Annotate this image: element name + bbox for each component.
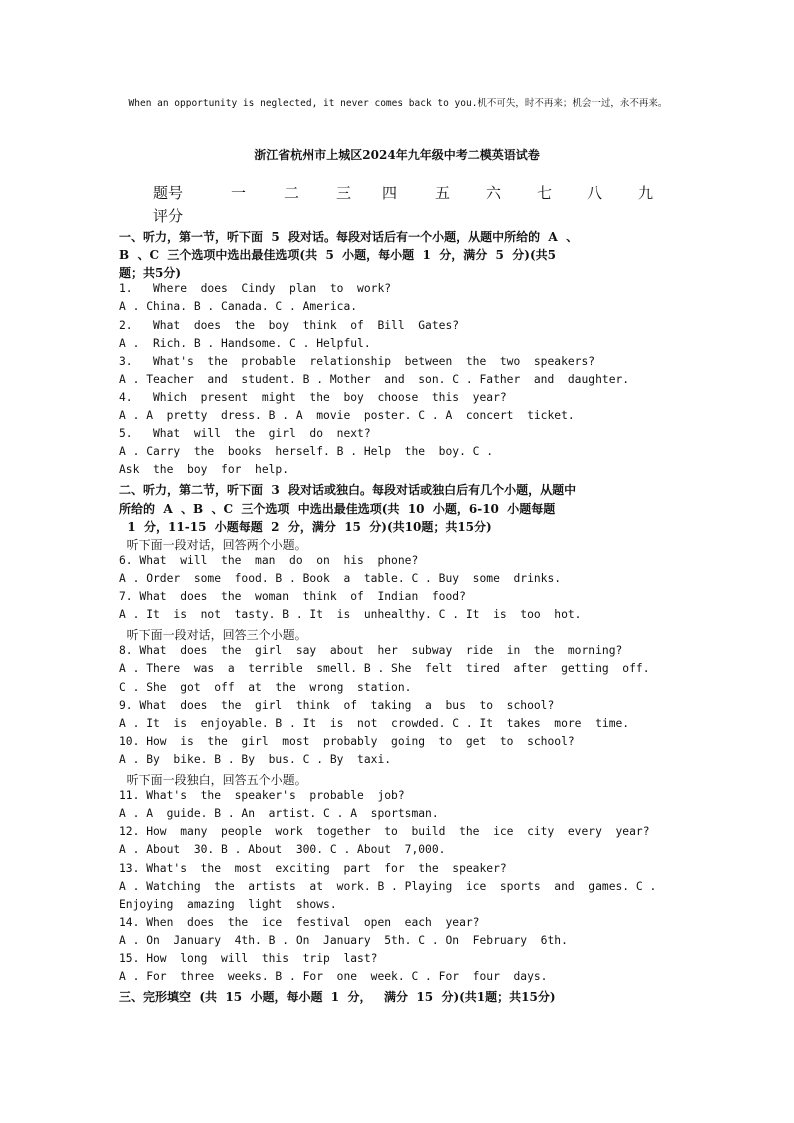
listening-instruction: 听下面一段对话，回答三个小题。 bbox=[119, 628, 307, 643]
score-col-5: 五 bbox=[435, 184, 451, 202]
score-col-4: 四 bbox=[382, 184, 398, 202]
question-line: 12. How many people work together to build the ice city every year? bbox=[119, 825, 650, 839]
question-line: 1. Where does Cindy plan to work? bbox=[119, 282, 392, 296]
question-line: 13. What's the most exciting part for the speaker? bbox=[119, 861, 507, 875]
question-line: 6. What will the man do on his phone? bbox=[119, 553, 419, 567]
section-heading: 1 分，11-15 小题每题 2 分，满分 15 分)(共10题；共15分) bbox=[119, 519, 492, 534]
question-line: 11. What's the speaker's probable job? bbox=[119, 789, 405, 803]
listening-instruction: 听下面一段独白，回答五个小题。 bbox=[119, 773, 307, 787]
question-line: Ask the boy for help. bbox=[119, 463, 290, 477]
question-line: A . Teacher and student. B . Mother and son. C . Father and daughter. bbox=[119, 372, 630, 386]
question-line: A . A pretty dress. B . A movie poster. C . A concert ticket. bbox=[119, 409, 575, 422]
score-col-6: 六 bbox=[486, 184, 502, 202]
score-col-8: 八 bbox=[587, 184, 603, 202]
page-title: 浙江省杭州市上城区2024年九年级中考二模英语试卷 bbox=[254, 148, 540, 162]
score-label-number: 题号 bbox=[153, 184, 184, 202]
section-heading: 题；共5分) bbox=[119, 266, 182, 281]
question-line: A . A guide. B . An artist. C . A sportsman. bbox=[119, 807, 439, 821]
question-line: 14. When does the ice festival open each year? bbox=[119, 915, 480, 929]
question-line: 7. What does the woman think of Indian food? bbox=[119, 590, 466, 603]
question-line: 4. Which present might the boy choose this year? bbox=[119, 390, 507, 404]
section-heading: 二、听力，第二节，听下面 3 段对话或独白。每段对话或独白后有几个小题，从题中 bbox=[119, 483, 577, 498]
question-line: 8. What does the girl say about her subway ride in the morning? bbox=[119, 644, 623, 658]
question-line: Enjoying amazing light shows. bbox=[119, 897, 337, 911]
header-quote: When an opportunity is neglected, it never comes back to you.机不可失，时不再来；机会一过，永不再来。 bbox=[128, 98, 668, 109]
listening-instruction: 听下面一段对话，回答两个小题。 bbox=[119, 537, 307, 552]
score-col-1: 一 bbox=[231, 184, 247, 202]
question-line: A . Carry the books herself. B . Help the boy. C . bbox=[119, 445, 494, 459]
question-line: 2. What does the boy think of Bill Gates? bbox=[119, 318, 460, 332]
question-line: A . About 30. B . About 300. C . About 7,000. bbox=[119, 843, 446, 857]
question-line: A . It is enjoyable. B . It is not crowded. C . It takes more time. bbox=[119, 716, 630, 730]
score-col-7: 七 bbox=[537, 184, 553, 202]
question-line: 5. What will the girl do next? bbox=[119, 427, 371, 441]
question-line: A . China. B . Canada. C . America. bbox=[119, 300, 358, 314]
question-line: A . Order some food. B . Book a table. C . Buy some drinks. bbox=[119, 571, 562, 585]
section-heading: 三、完形填空 (共 15 小题，每小题 1 分， 满分 15 分)(共1题；共15分) bbox=[119, 990, 556, 1005]
score-table bbox=[118, 182, 678, 202]
section-heading: 一、听力，第一节，听下面 5 段对话。每段对话后有一个小题，从题中所给的 A 、 bbox=[119, 230, 579, 244]
score-col-3: 三 bbox=[336, 184, 352, 202]
question-line: 15. How long will this trip last? bbox=[119, 952, 378, 965]
question-line: A . Watching the artists at work. B . Playing ice sports and games. C . bbox=[119, 879, 657, 893]
score-label-score: 评分 bbox=[153, 207, 184, 225]
score-col-2: 二 bbox=[284, 184, 300, 202]
question-line: 9. What does the girl think of taking a bus to school? bbox=[119, 698, 555, 712]
section-heading: 所给的 A 、B 、C 三个选项 中选出最佳选项(共 10 小题，6-10 小题每题 bbox=[119, 501, 556, 516]
question-line: A . By bike. B . By bus. C . By taxi. bbox=[119, 752, 392, 766]
section-heading: B 、C 三个选项中选出最佳选项(共 5 小题，每小题 1 分，满分 5 分)(共5 bbox=[119, 248, 556, 263]
question-line: A . Rich. B . Handsome. C . Helpful. bbox=[119, 336, 371, 350]
score-col-9: 九 bbox=[638, 184, 654, 202]
question-line: 3. What's the probable relationship between the two speakers? bbox=[119, 354, 596, 368]
question-line: C . She got off at the wrong station. bbox=[119, 680, 412, 694]
question-line: A . For three weeks. B . For one week. C . For four days. bbox=[119, 970, 548, 984]
question-line: A . On January 4th. B . On January 5th. C . On February 6th. bbox=[119, 933, 568, 947]
question-line: 10. How is the girl most probably going to get to school? bbox=[119, 734, 575, 748]
question-line: A . It is not tasty. B . It is unhealthy. C . It is too hot. bbox=[119, 608, 582, 622]
question-line: A . There was a terrible smell. B . She felt tired after getting off. bbox=[119, 662, 650, 676]
